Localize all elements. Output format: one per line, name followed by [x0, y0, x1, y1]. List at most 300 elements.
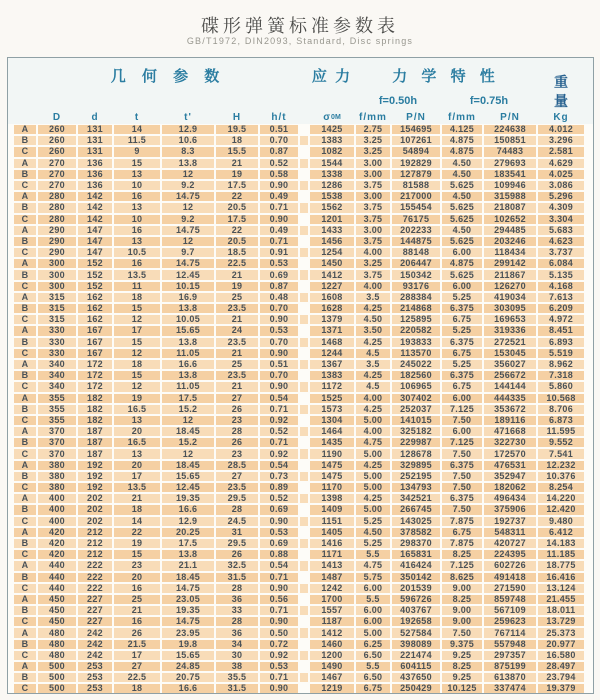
cell-t: 22.5 — [114, 673, 160, 682]
cell-kg: 18.775 — [538, 561, 584, 570]
cell-t-prime: 17.5 — [162, 394, 214, 403]
table-row — [14, 270, 587, 279]
cell-t-prime: 18.45 — [162, 461, 214, 470]
cell-kg: 6.873 — [538, 416, 584, 425]
cell-h-over-t: 0.88 — [260, 550, 298, 559]
cell-D: 440 — [38, 584, 76, 593]
cell-f-mm-050: 5.00 — [356, 505, 390, 514]
cell-f-mm-050: 3.00 — [356, 170, 390, 179]
cell-d: 227 — [78, 595, 112, 604]
cell-P-N-050: 217000 — [392, 192, 440, 201]
table-row — [14, 226, 587, 235]
cell-h-over-t: 0.92 — [260, 416, 298, 425]
col-label-d: d — [91, 111, 99, 123]
cell-f-mm-075: 7.50 — [442, 449, 482, 458]
cell-h-over-t: 0.69 — [260, 270, 298, 279]
column-spacer — [300, 584, 308, 593]
cell-H: 15.5 — [216, 147, 258, 156]
header-geometry-group: 几 何 参 数 — [110, 67, 226, 85]
cell-sigma: 1338 — [310, 170, 354, 179]
cell-h-over-t: 0.70 — [260, 338, 298, 347]
cell-kg: 8.254 — [538, 483, 584, 492]
col-label-t: t — [134, 111, 140, 123]
cell-P-N-075: 211867 — [484, 270, 536, 279]
cell-t: 13 — [114, 237, 160, 246]
cell-P-N-050: 437650 — [392, 673, 440, 682]
cell-H: 29.5 — [216, 494, 258, 503]
cell-P-N-050: 252195 — [392, 472, 440, 481]
cell-series: A — [14, 528, 36, 537]
cell-kg: 4.309 — [538, 203, 584, 212]
cell-h-over-t: 0.71 — [260, 237, 298, 246]
cell-series: A — [14, 159, 36, 168]
cell-P-N-050: 144875 — [392, 237, 440, 246]
cell-h-over-t: 0.69 — [260, 505, 298, 514]
cell-H: 27 — [216, 394, 258, 403]
cell-series: B — [14, 338, 36, 347]
header-f075: f=0.75h — [469, 95, 509, 107]
cell-P-N-075: 279693 — [484, 159, 536, 168]
cell-f-mm-050: 3.25 — [356, 259, 390, 268]
cell-h-over-t: 0.92 — [260, 449, 298, 458]
cell-t-prime: 9.7 — [162, 248, 214, 257]
cell-t-prime: 16.6 — [162, 360, 214, 369]
cell-H: 17.5 — [216, 215, 258, 224]
cell-P-N-050: 250429 — [392, 684, 440, 693]
cell-t-prime: 13.8 — [162, 159, 214, 168]
cell-P-N-075: 557948 — [484, 640, 536, 649]
cell-sigma: 1525 — [310, 394, 354, 403]
cell-series: A — [14, 427, 36, 436]
cell-f-mm-050: 5.5 — [356, 595, 390, 604]
cell-D: 500 — [38, 684, 76, 693]
table-row — [14, 416, 587, 425]
cell-f-mm-075: 9.00 — [442, 617, 482, 626]
cell-H: 28.5 — [216, 461, 258, 470]
cell-sigma: 1383 — [310, 371, 354, 380]
cell-kg: 4.623 — [538, 237, 584, 246]
cell-h-over-t: 0.71 — [260, 405, 298, 414]
cell-d: 142 — [78, 192, 112, 201]
cell-t-prime: 12 — [162, 170, 214, 179]
cell-P-N-050: 252037 — [392, 405, 440, 414]
cell-d: 227 — [78, 606, 112, 615]
cell-t: 16 — [114, 617, 160, 626]
cell-kg: 25.373 — [538, 628, 584, 637]
cell-t: 15 — [114, 371, 160, 380]
cell-sigma: 1190 — [310, 449, 354, 458]
cell-t-prime: 19.35 — [162, 494, 214, 503]
cell-h-over-t: 0.87 — [260, 282, 298, 291]
cell-kg: 6.893 — [538, 338, 584, 347]
cell-f-mm-050: 3.75 — [356, 215, 390, 224]
cell-P-N-075: 297357 — [484, 651, 536, 660]
cell-sigma: 1460 — [310, 640, 354, 649]
cell-t: 21 — [114, 494, 160, 503]
cell-series: B — [14, 136, 36, 145]
cell-H: 18.5 — [216, 248, 258, 257]
cell-kg: 8.451 — [538, 326, 584, 335]
cell-t: 20 — [114, 427, 160, 436]
cell-sigma: 1490 — [310, 662, 354, 671]
cell-D: 370 — [38, 438, 76, 447]
cell-series: C — [14, 147, 36, 156]
cell-f-mm-075: 5.625 — [442, 237, 482, 246]
cell-series: B — [14, 539, 36, 548]
cell-H: 19 — [216, 170, 258, 179]
column-spacer — [300, 237, 308, 246]
cell-t: 16 — [114, 259, 160, 268]
cell-t: 19 — [114, 539, 160, 548]
cell-d: 202 — [78, 505, 112, 514]
cell-t: 17 — [114, 472, 160, 481]
cell-H: 27 — [216, 472, 258, 481]
cell-kg: 14.220 — [538, 494, 584, 503]
col-label-f-mm-075: f/mm — [448, 111, 476, 123]
cell-d: 202 — [78, 494, 112, 503]
cell-t-prime: 19.35 — [162, 606, 214, 615]
cell-f-mm-075: 6.375 — [442, 494, 482, 503]
table-row — [14, 125, 587, 134]
cell-D: 450 — [38, 606, 76, 615]
cell-P-N-050: 143025 — [392, 517, 440, 526]
table-row — [14, 304, 587, 313]
cell-d: 212 — [78, 550, 112, 559]
cell-D: 270 — [38, 159, 76, 168]
cell-f-mm-075: 4.50 — [442, 226, 482, 235]
cell-D: 315 — [38, 293, 76, 302]
cell-P-N-050: 154695 — [392, 125, 440, 134]
cell-P-N-075: 548311 — [484, 528, 536, 537]
cell-kg: 8.962 — [538, 360, 584, 369]
cell-series: C — [14, 416, 36, 425]
cell-kg: 3.737 — [538, 248, 584, 257]
cell-t: 9 — [114, 147, 160, 156]
cell-D: 290 — [38, 237, 76, 246]
cell-d: 147 — [78, 237, 112, 246]
cell-t: 15 — [114, 159, 160, 168]
cell-t-prime: 10.15 — [162, 282, 214, 291]
cell-f-mm-075: 9.25 — [442, 651, 482, 660]
cell-H: 20.5 — [216, 203, 258, 212]
table-row — [14, 640, 587, 649]
cell-d: 172 — [78, 382, 112, 391]
cell-H: 33 — [216, 606, 258, 615]
cell-P-N-075: 183541 — [484, 170, 536, 179]
cell-f-mm-050: 3.5 — [356, 293, 390, 302]
cell-P-N-050: 81588 — [392, 181, 440, 190]
cell-series: B — [14, 472, 36, 481]
cell-H: 23.5 — [216, 338, 258, 347]
cell-P-N-075: 299142 — [484, 259, 536, 268]
table-row — [14, 181, 587, 190]
cell-sigma: 1383 — [310, 136, 354, 145]
cell-P-N-050: 201539 — [392, 584, 440, 593]
table-row — [14, 617, 587, 626]
cell-t-prime: 10.6 — [162, 136, 214, 145]
cell-t: 13 — [114, 170, 160, 179]
cell-series: C — [14, 315, 36, 324]
cell-t-prime: 17.5 — [162, 539, 214, 548]
cell-D: 400 — [38, 505, 76, 514]
cell-t-prime: 18.45 — [162, 573, 214, 582]
column-spacer — [300, 684, 308, 693]
cell-t-prime: 16.6 — [162, 684, 214, 693]
cell-P-N-075: 491418 — [484, 573, 536, 582]
cell-d: 147 — [78, 226, 112, 235]
cell-P-N-075: 169653 — [484, 315, 536, 324]
cell-f-mm-050: 6.00 — [356, 584, 390, 593]
cell-series: A — [14, 662, 36, 671]
cell-h-over-t: 0.70 — [260, 371, 298, 380]
cell-P-N-075: 419034 — [484, 293, 536, 302]
cell-kg: 4.168 — [538, 282, 584, 291]
cell-t: 10 — [114, 215, 160, 224]
cell-H: 21 — [216, 315, 258, 324]
cell-f-mm-050: 3.25 — [356, 136, 390, 145]
cell-t-prime: 19.8 — [162, 640, 214, 649]
cell-H: 23.5 — [216, 371, 258, 380]
cell-t-prime: 15.65 — [162, 472, 214, 481]
cell-P-N-075: 182062 — [484, 483, 536, 492]
table-row — [14, 326, 587, 335]
cell-t-prime: 14.75 — [162, 584, 214, 593]
cell-h-over-t: 0.54 — [260, 394, 298, 403]
cell-d: 152 — [78, 282, 112, 291]
cell-f-mm-050: 5.00 — [356, 483, 390, 492]
cell-d: 212 — [78, 539, 112, 548]
cell-t-prime: 10.05 — [162, 315, 214, 324]
cell-H: 22 — [216, 226, 258, 235]
cell-D: 340 — [38, 371, 76, 380]
cell-f-mm-050: 4.50 — [356, 315, 390, 324]
cell-sigma: 1557 — [310, 606, 354, 615]
cell-H: 31.5 — [216, 573, 258, 582]
cell-t-prime: 12.45 — [162, 483, 214, 492]
cell-d: 182 — [78, 394, 112, 403]
cell-kg: 6.412 — [538, 528, 584, 537]
cell-f-mm-050: 6.00 — [356, 617, 390, 626]
cell-P-N-075: 315988 — [484, 192, 536, 201]
cell-P-N-050: 192658 — [392, 617, 440, 626]
col-label-H: H — [232, 111, 242, 123]
cell-d: 187 — [78, 438, 112, 447]
cell-h-over-t: 0.90 — [260, 684, 298, 693]
cell-series: A — [14, 192, 36, 201]
cell-H: 28 — [216, 427, 258, 436]
cell-d: 162 — [78, 293, 112, 302]
table-row — [14, 315, 587, 324]
cell-sigma: 1433 — [310, 226, 354, 235]
cell-f-mm-075: 4.50 — [442, 170, 482, 179]
column-spacer — [300, 550, 308, 559]
cell-t-prime: 12 — [162, 416, 214, 425]
cell-sigma: 1456 — [310, 237, 354, 246]
cell-P-N-050: 113570 — [392, 349, 440, 358]
cell-P-N-075: 476531 — [484, 461, 536, 470]
cell-H: 21 — [216, 270, 258, 279]
cell-series: A — [14, 628, 36, 637]
cell-d: 242 — [78, 628, 112, 637]
cell-series: B — [14, 405, 36, 414]
table-row — [14, 472, 587, 481]
cell-d: 147 — [78, 248, 112, 257]
cell-sigma: 1475 — [310, 472, 354, 481]
cell-t-prime: 9.2 — [162, 215, 214, 224]
cell-P-N-050: 106965 — [392, 382, 440, 391]
column-spacer — [300, 136, 308, 145]
cell-series: A — [14, 561, 36, 570]
cell-h-over-t: 0.73 — [260, 472, 298, 481]
cell-d: 172 — [78, 371, 112, 380]
cell-h-over-t: 0.90 — [260, 617, 298, 626]
cell-d: 142 — [78, 215, 112, 224]
cell-f-mm-075: 7.125 — [442, 405, 482, 414]
cell-H: 29.5 — [216, 539, 258, 548]
cell-P-N-075: 259623 — [484, 617, 536, 626]
cell-sigma: 1187 — [310, 617, 354, 626]
cell-f-mm-075: 7.50 — [442, 483, 482, 492]
cell-f-mm-050: 4.5 — [356, 349, 390, 358]
cell-d: 242 — [78, 640, 112, 649]
cell-d: 136 — [78, 159, 112, 168]
cell-series: A — [14, 125, 36, 134]
cell-sigma: 1464 — [310, 427, 354, 436]
cell-sigma: 1242 — [310, 584, 354, 593]
cell-f-mm-050: 5.5 — [356, 662, 390, 671]
cell-sigma: 1487 — [310, 573, 354, 582]
cell-series: B — [14, 170, 36, 179]
cell-f-mm-075: 8.625 — [442, 573, 482, 582]
cell-t-prime: 11.05 — [162, 349, 214, 358]
cell-P-N-075: 322730 — [484, 438, 536, 447]
table-row — [14, 494, 587, 503]
cell-kg: 21.455 — [538, 595, 584, 604]
cell-d: 192 — [78, 472, 112, 481]
cell-d: 222 — [78, 584, 112, 593]
column-spacer — [300, 505, 308, 514]
cell-t-prime: 14.75 — [162, 617, 214, 626]
column-spacer — [300, 170, 308, 179]
cell-sigma: 1286 — [310, 181, 354, 190]
cell-f-mm-050: 4.25 — [356, 338, 390, 347]
cell-D: 330 — [38, 326, 76, 335]
cell-P-N-075: 294485 — [484, 226, 536, 235]
cell-h-over-t: 0.48 — [260, 293, 298, 302]
cell-f-mm-075: 6.75 — [442, 382, 482, 391]
cell-d: 253 — [78, 684, 112, 693]
cell-f-mm-050: 6.25 — [356, 640, 390, 649]
cell-t: 18 — [114, 684, 160, 693]
cell-f-mm-075: 6.375 — [442, 304, 482, 313]
cell-kg: 7.318 — [538, 371, 584, 380]
cell-H: 21 — [216, 382, 258, 391]
cell-f-mm-050: 2.75 — [356, 125, 390, 134]
cell-sigma: 1412 — [310, 270, 354, 279]
cell-f-mm-075: 7.875 — [442, 539, 482, 548]
cell-f-mm-050: 5.75 — [356, 573, 390, 582]
cell-h-over-t: 0.90 — [260, 181, 298, 190]
cell-h-over-t: 0.89 — [260, 483, 298, 492]
cell-P-N-075: 375906 — [484, 505, 536, 514]
column-spacer — [300, 416, 308, 425]
table-row — [14, 360, 587, 369]
column-spacer — [300, 382, 308, 391]
cell-P-N-075: 189116 — [484, 416, 536, 425]
cell-D: 330 — [38, 338, 76, 347]
cell-sigma: 1409 — [310, 505, 354, 514]
column-spacer — [300, 259, 308, 268]
cell-t-prime: 13.8 — [162, 371, 214, 380]
cell-P-N-050: 134793 — [392, 483, 440, 492]
cell-sigma: 1562 — [310, 203, 354, 212]
cell-f-mm-050: 5.5 — [356, 550, 390, 559]
cell-H: 31.5 — [216, 684, 258, 693]
cell-P-N-075: 337474 — [484, 684, 536, 693]
cell-t: 13 — [114, 203, 160, 212]
column-spacer — [300, 326, 308, 335]
cell-f-mm-075: 6.00 — [442, 248, 482, 257]
cell-P-N-075: 126270 — [484, 282, 536, 291]
cell-t-prime: 12 — [162, 449, 214, 458]
cell-sigma: 1227 — [310, 282, 354, 291]
cell-h-over-t: 0.56 — [260, 595, 298, 604]
cell-f-mm-050: 4.50 — [356, 528, 390, 537]
cell-f-mm-050: 6.00 — [356, 606, 390, 615]
cell-sigma: 1172 — [310, 382, 354, 391]
cell-f-mm-075: 9.25 — [442, 673, 482, 682]
cell-h-over-t: 0.53 — [260, 662, 298, 671]
cell-H: 28 — [216, 584, 258, 593]
cell-t: 10 — [114, 181, 160, 190]
cell-series: C — [14, 651, 36, 660]
cell-t-prime: 14.75 — [162, 226, 214, 235]
cell-kg: 14.183 — [538, 539, 584, 548]
cell-D: 500 — [38, 662, 76, 671]
cell-P-N-050: 245022 — [392, 360, 440, 369]
cell-P-N-050: 107261 — [392, 136, 440, 145]
cell-h-over-t: 0.90 — [260, 517, 298, 526]
cell-sigma: 1467 — [310, 673, 354, 682]
cell-series: C — [14, 550, 36, 559]
column-spacer — [300, 405, 308, 414]
table-row — [14, 215, 587, 224]
column-spacer — [300, 449, 308, 458]
column-spacer — [300, 438, 308, 447]
cell-t-prime: 23.95 — [162, 628, 214, 637]
cell-D: 380 — [38, 472, 76, 481]
cell-t-prime: 23.05 — [162, 595, 214, 604]
cell-f-mm-075: 9.00 — [442, 606, 482, 615]
cell-series: B — [14, 304, 36, 313]
cell-f-mm-075: 9.00 — [442, 584, 482, 593]
cell-P-N-075: 496434 — [484, 494, 536, 503]
cell-f-mm-075: 4.875 — [442, 259, 482, 268]
cell-sigma: 1405 — [310, 528, 354, 537]
cell-kg: 5.683 — [538, 226, 584, 235]
cell-kg: 9.552 — [538, 438, 584, 447]
cell-f-mm-075: 7.50 — [442, 628, 482, 637]
cell-D: 355 — [38, 405, 76, 414]
cell-d: 136 — [78, 170, 112, 179]
cell-kg: 5.296 — [538, 192, 584, 201]
cell-f-mm-050: 5.25 — [356, 539, 390, 548]
cell-P-N-050: 220582 — [392, 326, 440, 335]
cell-h-over-t: 0.58 — [260, 170, 298, 179]
table-row — [14, 505, 587, 514]
cell-h-over-t: 0.70 — [260, 136, 298, 145]
cell-f-mm-075: 6.375 — [442, 338, 482, 347]
